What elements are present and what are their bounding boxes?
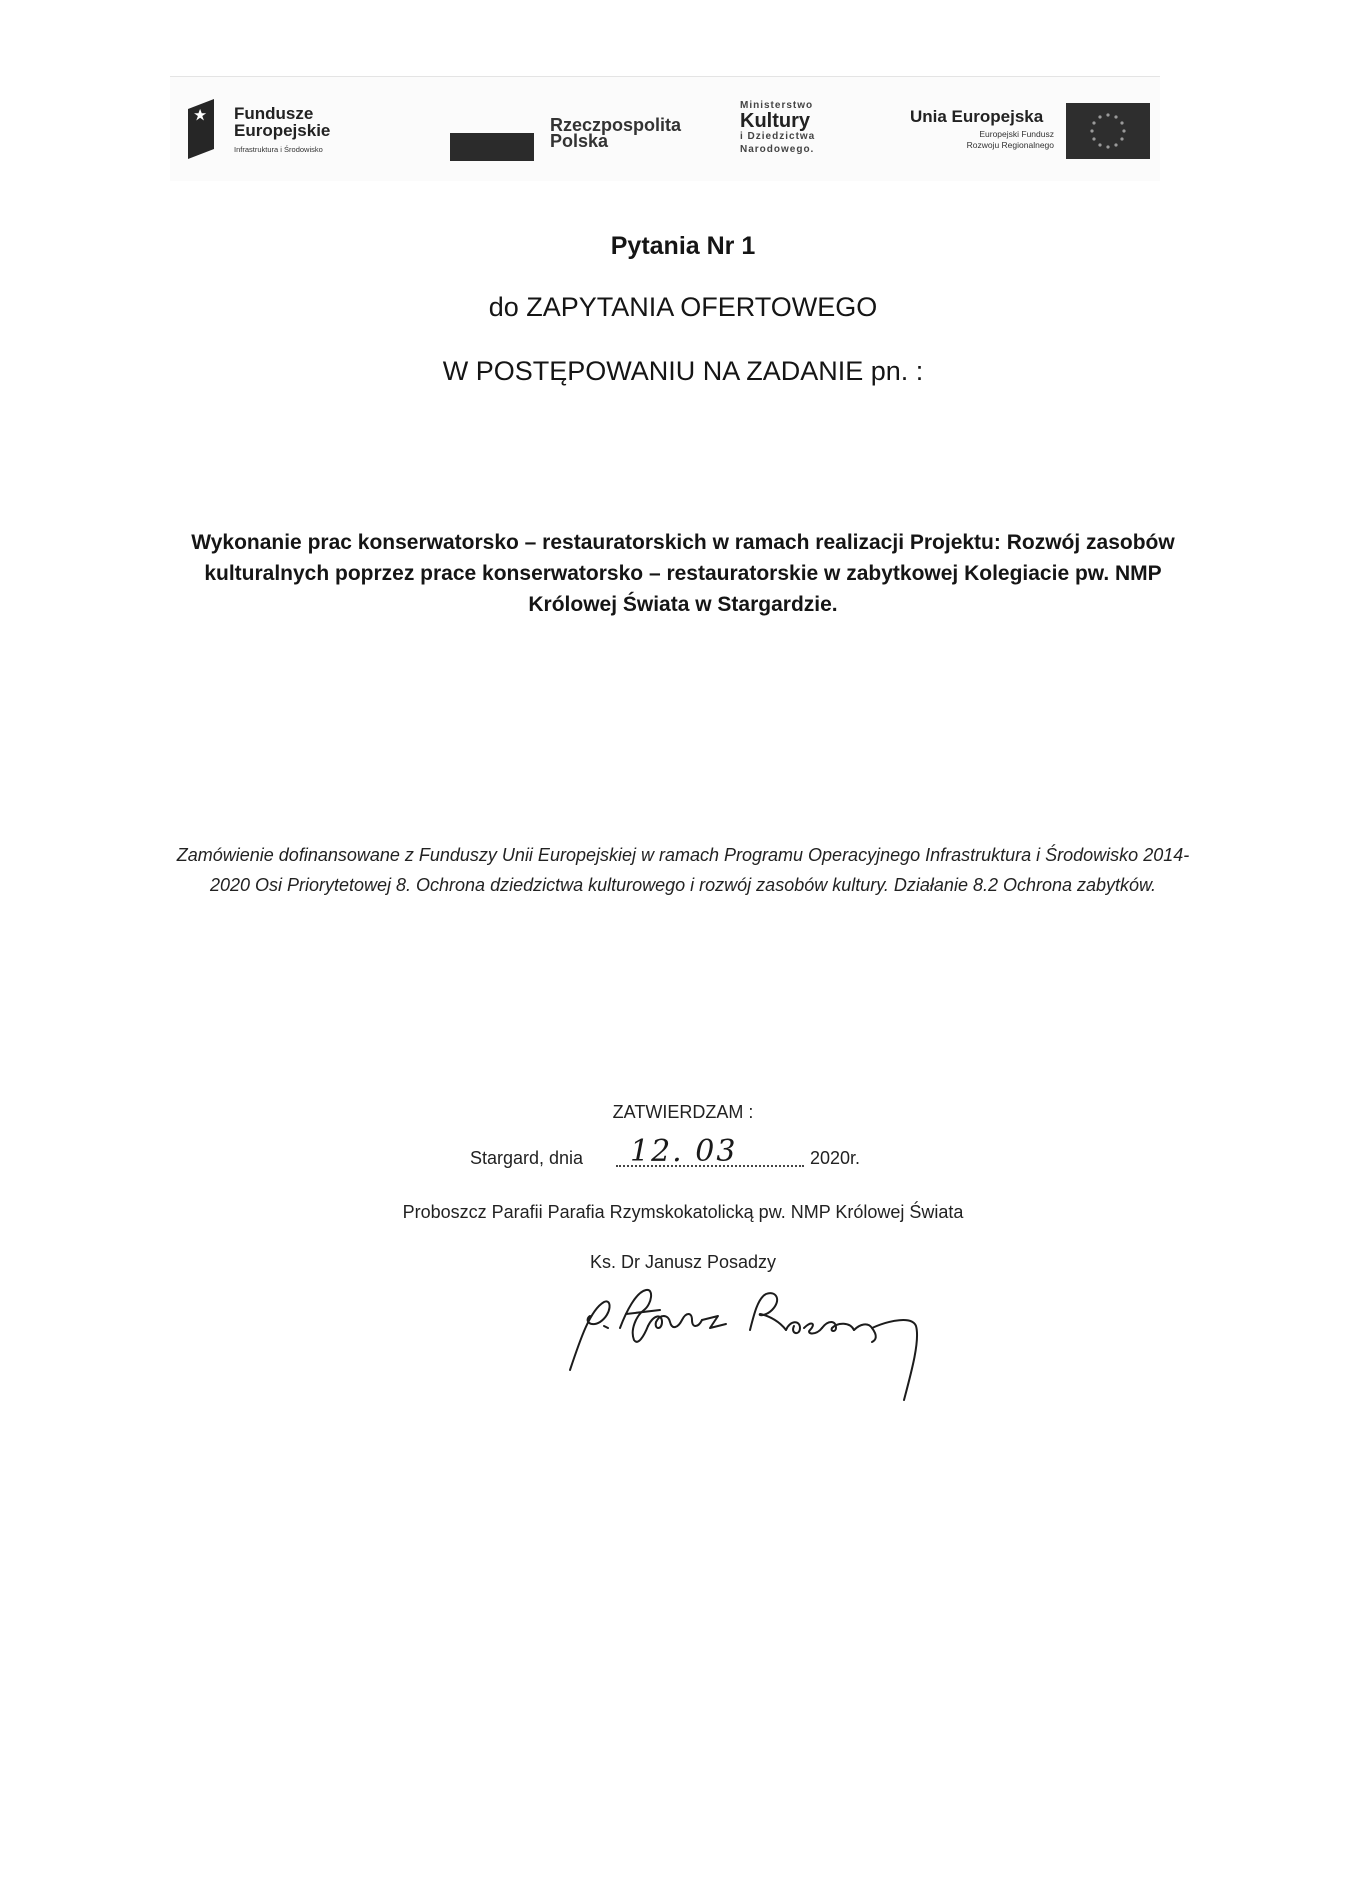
document-title: Pytania Nr 1 (610, 232, 756, 260)
approval-label: ZATWIERDZAM : (612, 1102, 754, 1122)
mk-line1: Ministerstwo (740, 100, 814, 111)
fundusze-title-line2: Europejskie (234, 121, 331, 140)
eu-flag-icon (1066, 103, 1150, 159)
funding-note: Zamówienie dofinansowane z Funduszy Unii Europejskiej w ramach Programu Operacyjnego Infrastruktura i Środowisko 2014-2020 Osi Priorytetowej 8. Ochrona dziedzictwa kulturowego i rozwój zasobów kultury. Działanie 8.2 Ochrona zabytków. (176, 845, 1190, 895)
rp-line1: Rzeczpospolita (550, 115, 682, 135)
place-prefix: Stargard, dnia (470, 1148, 584, 1168)
task-subject: Wykonanie prac konserwatorsko – restauratorskich w ramach realizacji Projektu: Rozwój zasobów kulturalnych poprzez prace konserwatorsko – restauratorskie w zabytkowej Kolegiacie pw. NMP Królowej Świata w Stargardzie. (191, 531, 1175, 616)
mk-line2: Kultury (740, 110, 810, 132)
year-suffix: 2020r. (810, 1148, 861, 1168)
polish-flag-icon (450, 133, 534, 161)
mk-line3: i Dziedzictwa (740, 131, 816, 142)
pastor-line: Proboszcz Parafii Parafia Rzymskokatolicką pw. NMP Królowej Świata (402, 1202, 964, 1222)
unia-europejska-subtitle (922, 129, 1054, 151)
rzeczpospolita-logo (550, 117, 681, 149)
rp-line2: Polska (550, 131, 609, 151)
unia-europejska-title: Unia Europejska (910, 107, 1044, 126)
fundusze-title-line1: Fundusze (234, 104, 314, 123)
document-subtitle-2: W POSTĘPOWANIU NA ZADANIE pn. : (442, 356, 924, 386)
fundusze-subtitle: Infrastruktura i Środowisko (234, 145, 323, 154)
fundusze-europejskie-logo (170, 77, 430, 181)
handwritten-signature (560, 1270, 1000, 1420)
ue-sub1: Europejski Fundusz (979, 129, 1054, 139)
mk-line4: Narodowego. (740, 144, 815, 155)
ministerstwo-kultury-logo (740, 99, 815, 156)
ue-sub2: Rozwoju Regionalnego (966, 140, 1054, 150)
signatory-name: Ks. Dr Janusz Posadzy (589, 1252, 777, 1272)
fundusze-mark-icon (188, 99, 214, 159)
handwritten-date: 12. 03 (630, 1134, 738, 1169)
document-subtitle: do ZAPYTANIA OFERTOWEGO (488, 292, 878, 322)
place-date-line (470, 1134, 930, 1176)
logo-bar (170, 76, 1160, 181)
